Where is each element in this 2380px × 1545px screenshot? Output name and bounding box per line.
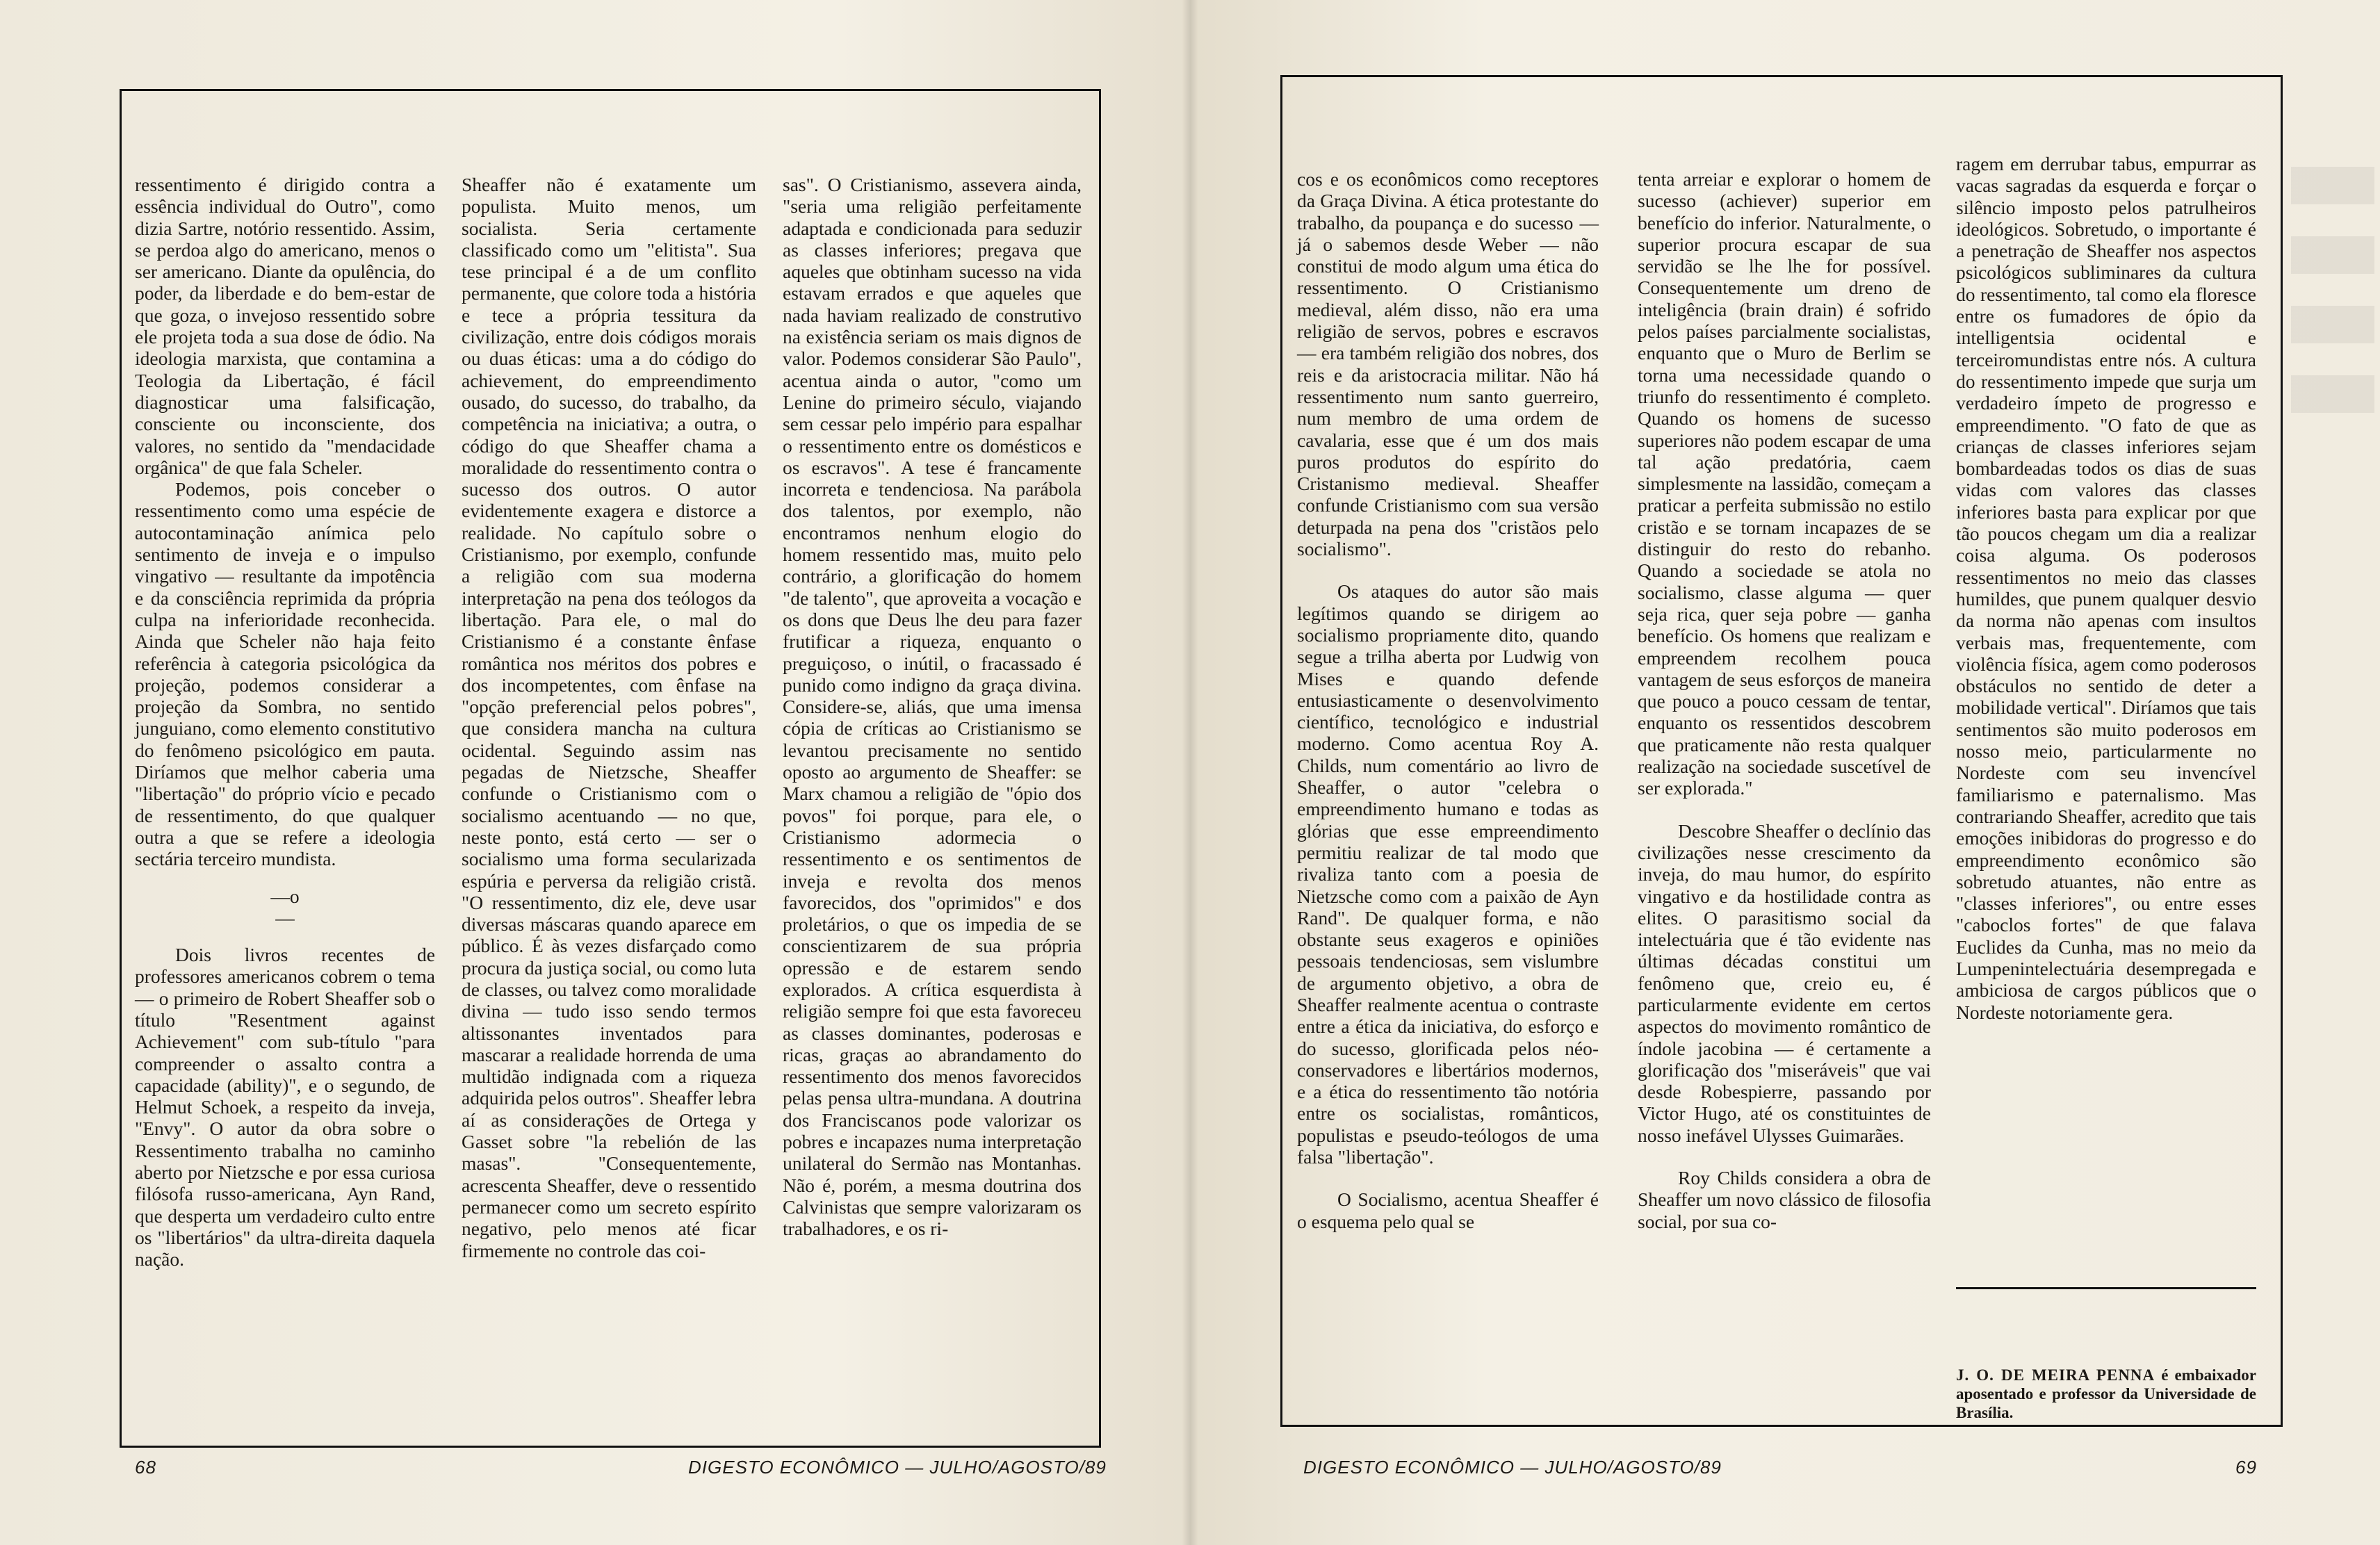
paragraph: Sheaffer não é exatamente um populista. Muito menos, um socialista. Seria certamente classificado como um "elitista". Sua tese principal é a de um conflito permanente, que colore toda a história e tece a própria tessitura da civilização, entre dois códigos morais ou duas éticas: uma a do código do achievement, do empreendimento ousado, do sucesso, do trabalho, da competência na iniciativa; a outra, o código do que Sheaffer chama a moralidade do ressentimento contra o sucesso dos outros. O autor evidentemente exagera e distorce a realidade. No capítulo sobre o Cristianismo, por exemplo, confunde a religião com sua moderna interpretação na pena dos teólogos da libertação. Para ele, o mal do Cristianismo é a constante ênfase romântica nos méritos dos pobres e dos incompetentes, com ênfase na "opção preferencial pelos pobres", que considera mancha na cultura ocidental. Seguindo assim nas pegadas de Nietzsche, Sheaffer confunde o Cristianismo com o socialismo acentuando — no que, neste ponto, está certo — ser o socialismo uma forma secularizada espúria e perversa da religião cristã. "O ressentimento, diz ele, deve usar diversas máscaras quando aparece em público. É às vezes disfarçado como procura da justiça social, ou como luta de classes, ou talvez como moralidade divina — tudo isso sendo termos altissonantes inventados para mascarar a realidade horrenda de uma multidão indignada com a riqueza adquirida pelos outros". Sheaffer lebra aí as considerações de Ortega y Gasset sobre "la rebelión de las masas". "Consequentemente, acrescenta Sheaffer, deve o ressentido permanecer como um secreto espírito negativo, pelo menos até ficar firmemente no controle das coi- (462, 174, 756, 1261)
paragraph: Descobre Sheaffer o declínio das civilizações nesse crescimento da inveja, do mau humor, do espírito vingativo e da hostilidade contra as elites. O parasitismo social da intelectuária que é tão evidente nas últimas décadas constitui um fenômeno que, creio eu, é particularmente evidente em certos aspectos do movimento romântico de índole jacobina — é certamente a glorificação dos "miseráveis" que vai desde Robespierre, passando por Victor Hugo, até os constituintes de nosso inefável Ulysses Guimarães. (1638, 819, 1931, 1146)
paragraph: cos e os econômicos como receptores da Graça Divina. A ética protestante do trabalho, da poupança e do sucesso — já o sabemos desde Weber — não constitui de modo algum uma ética do ressentimento. O Cristianismo medieval, além disso, não era uma religião de servos, pobres e escravos — era também religião dos nobres, dos reis e da aristocracia militar. Não há ressentimento num santo guerreiro, num membro de uma ordem de cavalaria, esse que é um dos mais puros produtos do espírito do Cristanismo medieval. Sheaffer confunde Cristianismo com sua versão deturpada na pena dos "cristãos pelo socialismo". (1297, 168, 1599, 560)
author-note (1956, 1366, 2256, 1422)
running-title-right: DIGESTO ECONÔMICO — JULHO/AGOSTO/89 (1303, 1457, 1722, 1478)
author-rule (1956, 1287, 2256, 1289)
gutter-shadow (1182, 0, 1198, 1545)
paragraph: Dois livros recentes de professores americanos cobrem o tema — o primeiro de Robert Sheaffer sob o título "Resentment against Achievement" com sub-título "para compreender o assalto contra a capacidade (ability)", e o segundo, de Helmut Schoek, a respeito da inveja, "Envy". O autor da obra sobre o Ressentimento trabalha no caminho aberto por Nietzsche e por essa curiosa filósofa russo-americana, Ayn Rand, que desperta um verdadeiro culto entre os "libertários" da ultra-direita daquela nação. (135, 944, 435, 1270)
author-bio: é embaixador aposentado e professor da Universidade de Brasília. (1956, 1366, 2257, 1421)
paragraph: sas". O Cristianismo, assevera ainda, "seria uma religião perfeitamente adaptada e condicionada para seduzir as classes inferiores; pregava que aqueles que obtinham sucesso na vida estavam errados e que aqueles que nada haviam realizado de construtivo na existência seriam os mais dignos de valor. Podemos considerar São Paulo", acentua ainda o autor, "como um Lenine do primeiro século, viajando sem cessar pelo império para espalhar o ressentimento entre os domésticos e os escravos". A tese é francamente incorreta e tendenciosa. Na parábola dos talentos, por exemplo, não encontramos nenhum elogio do homem ressentido mas, muito pelo contrário, a glorificação do homem "de talento", que aproveita a vocação e os dons que Deus lhe deu para fazer frutificar a riqueza, enquanto o preguiçoso, o inútil, o fracassado é punido como indigno da graça divina. Considere-se, aliás, que uma imensa cópia de críticas ao Cristianismo se levantou precisamente no sentido oposto ao argumento de Sheaffer: se Marx chamou a religião de "ópio dos povos" foi porque, para ele, o Cristianismo adormecia o ressentimento e os sentimentos de inveja e revolta dos menos favorecidos, dos "oprimidos" e dos proletários, o que os impedia de se conscientizarem de sua própria opressão e de estarem sendo explorados. A crítica esquerdista à religião sempre foi que esta favoreceu as classes dominantes, poderosas e ricas, graças ao abrandamento do ressentimento dos menos favorecidos pelas pensa ultra-mundana. A doutrina dos Franciscanos pode valorizar os pobres e incapazes numa interpretação unilateral do Sermão nas Montanhas. Não é, porém, a mesma doutrina dos Calvinistas que sempre valorizaram os trabalhadores, e os ri- (783, 174, 1082, 1240)
left-column-3 (783, 174, 1082, 1240)
running-title-left: DIGESTO ECONÔMICO — JULHO/AGOSTO/89 (688, 1457, 1107, 1478)
section-separator: —o— (270, 885, 300, 929)
paragraph: ragem em derrubar tabus, empurrar as vacas sagradas da esquerda e forçar o silêncio imposto pelos patrulheiros ideológicos. Sobretudo, o importante é a penetração de Sheaffer nos aspectos psicológicos subliminares da cultura do ressentimento, tal como ela floresce entre os fumadores de ópio da intelligentsia ocidental e terceiromundistas entre nós. A cultura do ressentimento impede que surja um verdadeiro ímpeto de progresso e empreendimento. "O fato de que as crianças de classes inferiores sejam bombardeadas todos os dias de suas vidas com valores das classes inferiores basta para explicar por que tão poucos chegam um dia a realizar coisa alguma. Os poderosos ressentimentos no meio das classes humildes, que punem qualquer desvio da norma não apenas com insultos verbais mas, frequentemente, com violência física, agem como poderosos obstáculos no sentido de deter a mobilidade vertical". Diríamos que tais sentimentos são muito poderosos em nosso meio, particularmente no Nordeste com seu invencível familiarismo e paternalismo. Mas contrariando Sheaffer, acredito que tais emoções inibidoras do progresso e do empreendimento econômico são sobretudo atuantes, não entre as "classes inferiores", ou entre esses "caboclos fortes" de que falava Euclides da Cunha, mas no meio da Lumpenintelectuária desempregada e ambiciosa de cargos públicos que o Nordeste notoriamente gera. (1956, 153, 2257, 1023)
paragraph: ressentimento é dirigido contra a essência individual do Outro", como dizia Sartre, notório ressentido. Assim, se perdoa algo do americano, menos o ser americano. Diante da opulência, do poder, da liberdade e do bem-estar de que goza, o invejoso ressentido sobre ele projeta toda a sua dose de ódio. Na ideologia marxista, que contamina a Teologia da Libertação, é fácil diagnosticar uma falsificação, consciente ou inconsciente, dos valores, no sentido da "mendacidade orgânica" de que fala Scheler. (135, 174, 435, 478)
left-column-2 (462, 174, 756, 1261)
author-name: J. O. DE MEIRA PENNA (1956, 1366, 2155, 1384)
page-number-left: 68 (135, 1457, 156, 1478)
paragraph: Os ataques do autor são mais legítimos quando se dirigem ao socialismo propriamente dito, quando segue a trilha aberta por Ludwig von Mises e quando defende entusiasticamente o desenvolvimento científico, tecnológico e industrial moderno. Como acentua Roy A. Childs, num comentário ao livro de Sheaffer, o autor "celebra o empreendimento humano e todas as glórias que esse empreendimento permitiu realizar de tal modo que rivaliza tanto com a poesia de Nietzsche como com a paixão de Ayn Rand". De qualquer forma, e não obstante seus exageros e opiniões pessoais tendenciosas, sem vislumbre de argumento objetivo, a obra de Sheaffer realmente acentua o contraste entre a ética da iniciativa, do esforço e do sucesso, glorificada pelos néo-conservadores e libertários modernos, e a ética do ressentimento tão notória entre os socialistas, românticos, populistas e pseudo-teólogos de uma falsa "libertação". (1297, 580, 1599, 1168)
right-column-3 (1956, 153, 2256, 1023)
page-number-right: 69 (2235, 1457, 2257, 1478)
left-column-1 (135, 174, 435, 1270)
right-column-1 (1297, 168, 1599, 1232)
paragraph: tenta arreiar e explorar o homem de sucesso (achiever) superior em benefício do inferior. Naturalmente, o superior procura escapar de sua servidão se lhe lhe for possível. Consequentemente um dreno de inteligência (brain drain) é sofrido pelos países parcialmente socialistas, enquanto que o Muro de Berlim se torna uma necessidade quando o triunfo do ressentimento é completo. Quando os homens de sucesso superiores não podem escapar de uma tal ação predatória, caem simplesmente na lassidão, começam a praticar a perfeita submissão no estilo cristão e se tornam incapazes de se distinguir do resto do rebanho. Quando a sociedade se atola no socialismo, classe alguma — quer seja rica, quer seja pobre — ganha benefício. Os homens que realizam e empreendem recolhem pouca vantagem de seus esforços de maneira que pouco a pouco cessam de tentar, enquanto os ressentidos descobrem que praticamente não resta qualquer realização na sociedade suscetível de ser explorada." (1638, 168, 1931, 799)
right-column-2 (1638, 168, 1931, 1232)
paragraph: O Socialismo, acentua Sheaffer é o esquema pelo qual se (1297, 1188, 1599, 1232)
paragraph: Roy Childs considera a obra de Sheaffer um novo clássico de filosofia social, por sua co- (1638, 1167, 1931, 1232)
paragraph: Podemos, pois conceber o ressentimento como uma espécie de autocontaminação anímica pelo sentimento de inveja e o impulso vingativo — resultante da impotência e da consciência reprimida da própria culpa na inferioridade reconhecida. Ainda que Scheler não haja feito referência à categoria psicológica da projeção, podemos considerar a projeção da Sombra, no sentido junguiano, como elemento constitutivo do fenômeno psicológico em pauta. Diríamos que melhor caberia uma "libertação" do próprio vício e pecado de ressentimento, do que qualquer outra a que se refere a ideologia sectária terceiro mundista. (135, 478, 435, 870)
bleed-through (2291, 167, 2374, 417)
